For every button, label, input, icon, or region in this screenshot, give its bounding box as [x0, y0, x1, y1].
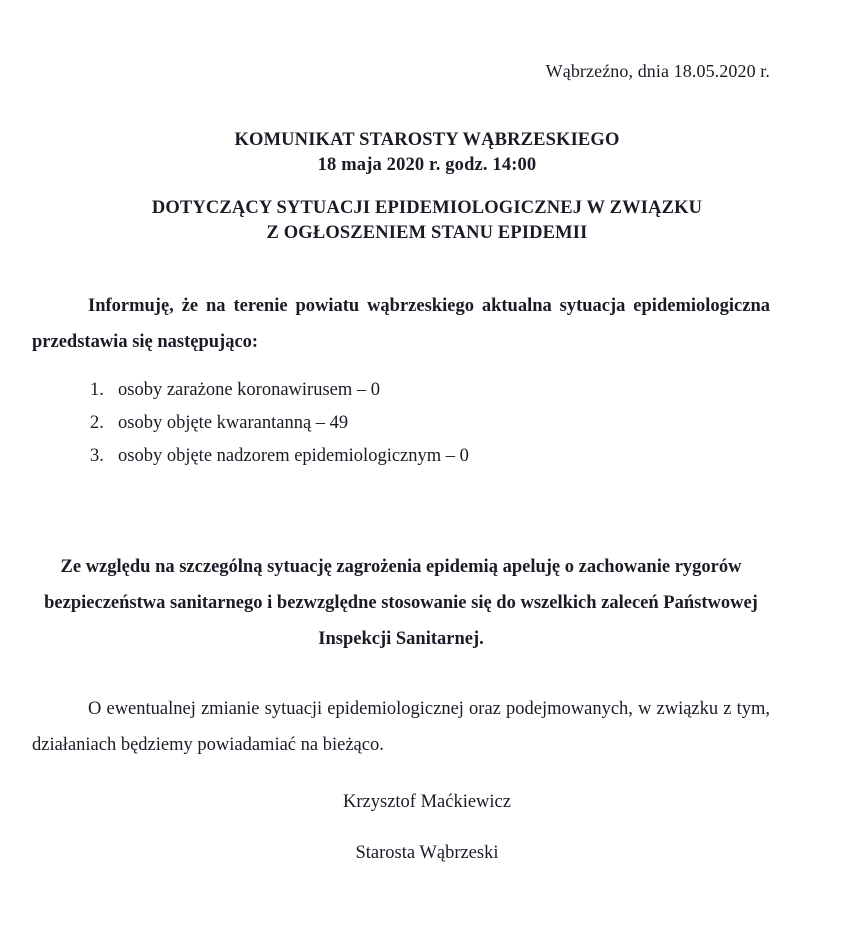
statistics-list	[32, 374, 770, 473]
list-item: osoby zarażone koronawirusem – 0	[118, 380, 380, 400]
signature-block	[0, 790, 854, 865]
title-line-2: 18 maja 2020 r. godz. 14:00	[317, 155, 537, 175]
appeal-paragraph: Ze względu na szczególną sytuację zagrożenia epidemią apeluję o zachowanie rygorów bezpieczeństwa sanitarnego i bezwzględne stosowanie się do wszelkich zaleceń Państwowej Inspekcji Sanitarnej.	[44, 557, 758, 649]
title-line-1: KOMUNIKAT STAROSTY WĄBRZESKIEGO	[234, 130, 620, 150]
document-body	[32, 288, 770, 763]
signature-name: Krzysztof Maćkiewicz	[343, 792, 511, 812]
list-item: osoby objęte kwarantanną – 49	[118, 413, 349, 433]
intro-paragraph: Informuję, że na terenie powiatu wąbrzeskiego aktualna sytuacja epidemiologiczna przedstawia się następująco:	[32, 296, 770, 352]
title-line-4: Z OGŁOSZENIEM STANU EPIDEMII	[266, 223, 588, 243]
document-title-block	[32, 128, 822, 246]
spacer-after-appeal	[32, 657, 770, 691]
place-and-date: Wąbrzeźno, dnia 18.05.2020 r.	[545, 61, 770, 81]
closing-paragraph: O ewentualnej zmianie sytuacji epidemiologicznej oraz podejmowanych, w związku z tym, działaniach będziemy powiadamiać na bieżąco.	[32, 699, 770, 755]
title-line-3: DOTYCZĄCY SYTUACJI EPIDEMIOLOGICZNEJ W ZWIĄZKU	[151, 198, 703, 218]
signature-role: Starosta Wąbrzeski	[355, 843, 499, 863]
spacer-after-list	[32, 473, 770, 549]
title-subject-group	[32, 196, 822, 246]
list-item: osoby objęte nadzorem epidemiologicznym – 0	[118, 446, 469, 466]
